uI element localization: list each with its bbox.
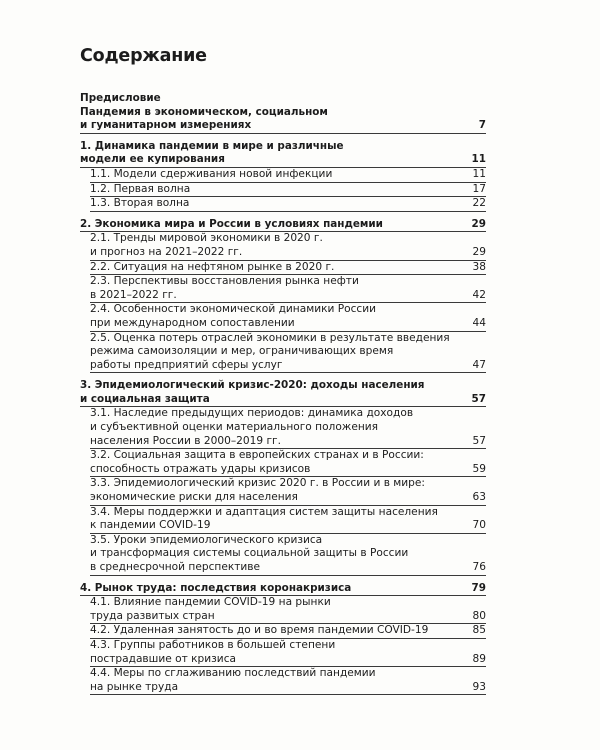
toc-entry-line: 4.1. Влияние пандемии COVID-19 на рынки [90, 596, 331, 609]
toc-entry-line: 1.2. Первая волна [90, 182, 191, 195]
toc-page-number: 85 [472, 624, 486, 637]
toc-entry-line: 2.1. Тренды мировой экономики в 2020 г. [90, 232, 323, 245]
toc-entry-line: и социальная защита [80, 392, 210, 405]
toc-entry-title [90, 596, 486, 623]
toc-entry-title [90, 639, 486, 666]
toc-entry-line: 4.3. Группы работников в большей степени [90, 638, 336, 651]
toc-entry-line: труда развитых стран [90, 609, 215, 622]
toc-entry-title [90, 275, 486, 302]
toc-entry-line: 2.3. Перспективы восстановления рынка нефти [90, 275, 359, 288]
toc-subentry[interactable] [90, 477, 486, 505]
toc-entry-title [90, 183, 486, 197]
toc-page-number: 63 [472, 491, 486, 504]
toc-entry-line: 4. Рынок труда: последствия коронакризиса [80, 581, 352, 594]
toc-entry-line: Пандемия в экономическом, социальном [80, 105, 328, 118]
toc-entry-line: 3.1. Наследие предыдущих периодов: динамика доходов [90, 407, 414, 420]
toc-subentry[interactable] [90, 197, 486, 212]
toc-entry-title [90, 232, 486, 259]
toc-entry-title [90, 534, 486, 575]
toc-subentry[interactable] [90, 232, 486, 260]
toc-page-number: 17 [472, 182, 486, 195]
toc-entry-line: 2.4. Особенности экономической динамики России [90, 303, 377, 316]
toc-entry-line: модели ее купирования [80, 153, 225, 166]
toc-subentry[interactable] [90, 183, 486, 198]
toc-page-number: 38 [472, 260, 486, 273]
toc-entry[interactable] [80, 218, 486, 233]
toc-page-number: 79 [471, 581, 486, 594]
toc-entry-line: 3. Эпидемиологический кризис-2020: доходы населения [80, 379, 425, 392]
toc-entry-line: населения России в 2000–2019 гг. [90, 434, 281, 447]
page-title: Содержание [80, 46, 207, 66]
toc-entry-line: Предисловие [80, 92, 161, 104]
toc-entry-line: на рынке труда [90, 680, 179, 693]
toc-subentry[interactable] [90, 534, 486, 576]
toc-page-number: 29 [472, 245, 486, 258]
toc-page-number: 11 [471, 153, 486, 166]
toc-page-number: 57 [472, 434, 486, 447]
toc-entry-line: при международном сопоставлении [90, 316, 295, 329]
toc-entry-title [80, 106, 486, 133]
toc-entry-line: 2. Экономика мира и России в условиях пандемии [80, 217, 383, 230]
toc-entry-line: 4.2. Удаленная занятость до и во время пандемии COVID-19 [90, 624, 429, 637]
toc-subentry[interactable] [90, 667, 486, 695]
toc-entry-line: 1. Динамика пандемии в мире и различные [80, 139, 344, 152]
toc-entry[interactable] [80, 140, 486, 168]
toc-entry-line: и прогноз на 2021–2022 гг. [90, 245, 243, 258]
toc-entry-title [90, 261, 486, 275]
toc-entry-line: 3.4. Меры поддержки и адаптация систем защиты населения [90, 505, 438, 518]
toc-entry-title [90, 407, 486, 448]
toc-entry-line: 4.4. Меры по сглаживанию последствий пандемии [90, 667, 376, 680]
toc-entry-line: 3.3. Эпидемиологический кризис 2020 г. в России и в мире: [90, 477, 425, 490]
toc-page-number: 22 [472, 197, 486, 210]
toc-entry-title [80, 218, 486, 232]
toc-entry-line: 1.3. Вторая волна [90, 197, 190, 210]
toc-entry-title [80, 140, 486, 167]
toc-entry-line: пострадавшие от кризиса [90, 652, 237, 665]
toc-entry-title [90, 624, 486, 638]
toc-entry-line: 3.2. Социальная защита в европейских странах и в России: [90, 449, 424, 462]
toc-subentry[interactable] [90, 332, 486, 374]
table-of-contents [80, 92, 486, 695]
toc-entry-title [90, 168, 486, 182]
toc-page-number: 59 [472, 462, 486, 475]
toc-entry-title [90, 506, 486, 533]
toc-entry-title [90, 197, 486, 211]
toc-entry-line: 1.1. Модели сдерживания новой инфекции [90, 167, 333, 180]
toc-entry-title [80, 92, 486, 106]
toc-entry-title [90, 477, 486, 504]
toc-page-number: 89 [472, 652, 486, 665]
toc-page-number: 7 [478, 119, 486, 132]
toc-entry[interactable] [80, 379, 486, 407]
toc-entry-title [90, 667, 486, 694]
toc-entry[interactable] [80, 92, 486, 106]
toc-entry-title [90, 303, 486, 330]
toc-entry-line: работы предприятий сферы услуг [90, 358, 283, 371]
toc-subentry[interactable] [90, 639, 486, 667]
toc-subentry[interactable] [90, 407, 486, 449]
toc-entry-line: в среднесрочной перспективе [90, 561, 261, 573]
toc-entry-line: экономические риски для населения [90, 491, 298, 504]
toc-page-number: 47 [472, 358, 486, 371]
toc-subentry[interactable] [90, 506, 486, 534]
toc-subentry[interactable] [90, 303, 486, 331]
toc-entry-title [90, 449, 486, 476]
toc-entry-title [80, 582, 486, 596]
toc-page-number: 57 [471, 392, 486, 405]
toc-page-number: 44 [472, 316, 486, 329]
toc-page-number: 11 [472, 167, 486, 180]
toc-page-number: 29 [471, 217, 486, 230]
toc-entry[interactable] [80, 106, 486, 134]
toc-subentry[interactable] [90, 449, 486, 477]
toc-entry[interactable] [80, 582, 486, 597]
toc-page-number: 93 [472, 680, 486, 693]
toc-entry-line: к пандемии COVID-19 [90, 519, 211, 532]
toc-page-number: 42 [472, 288, 486, 301]
toc-page-number: 76 [472, 561, 486, 573]
toc-subentry[interactable] [90, 168, 486, 183]
toc-entry-line: и трансформация системы социальной защиты в России [90, 547, 409, 560]
toc-page-number: 70 [472, 519, 486, 532]
toc-entry-line: 2.5. Оценка потерь отраслей экономики в результате введения [90, 331, 450, 344]
toc-subentry[interactable] [90, 261, 486, 276]
toc-subentry[interactable] [90, 596, 486, 624]
toc-entry-line: способность отражать удары кризисов [90, 462, 311, 475]
toc-entry-line: в 2021–2022 гг. [90, 288, 177, 301]
toc-entry-line: 3.5. Уроки эпидемиологического кризиса [90, 533, 323, 546]
toc-entry-line: режима самоизоляции и мер, ограничивающих время [90, 345, 394, 358]
toc-subentry[interactable] [90, 624, 486, 639]
toc-entry-line: и гуманитарном измерениях [80, 119, 252, 132]
toc-entry-title [80, 379, 486, 406]
toc-entry-line: 2.2. Ситуация на нефтяном рынке в 2020 г. [90, 260, 335, 273]
toc-entry-title [90, 332, 486, 373]
toc-subentry[interactable] [90, 275, 486, 303]
toc-entry-line: и субъективной оценки материального положения [90, 421, 379, 434]
toc-page-number: 80 [472, 609, 486, 622]
